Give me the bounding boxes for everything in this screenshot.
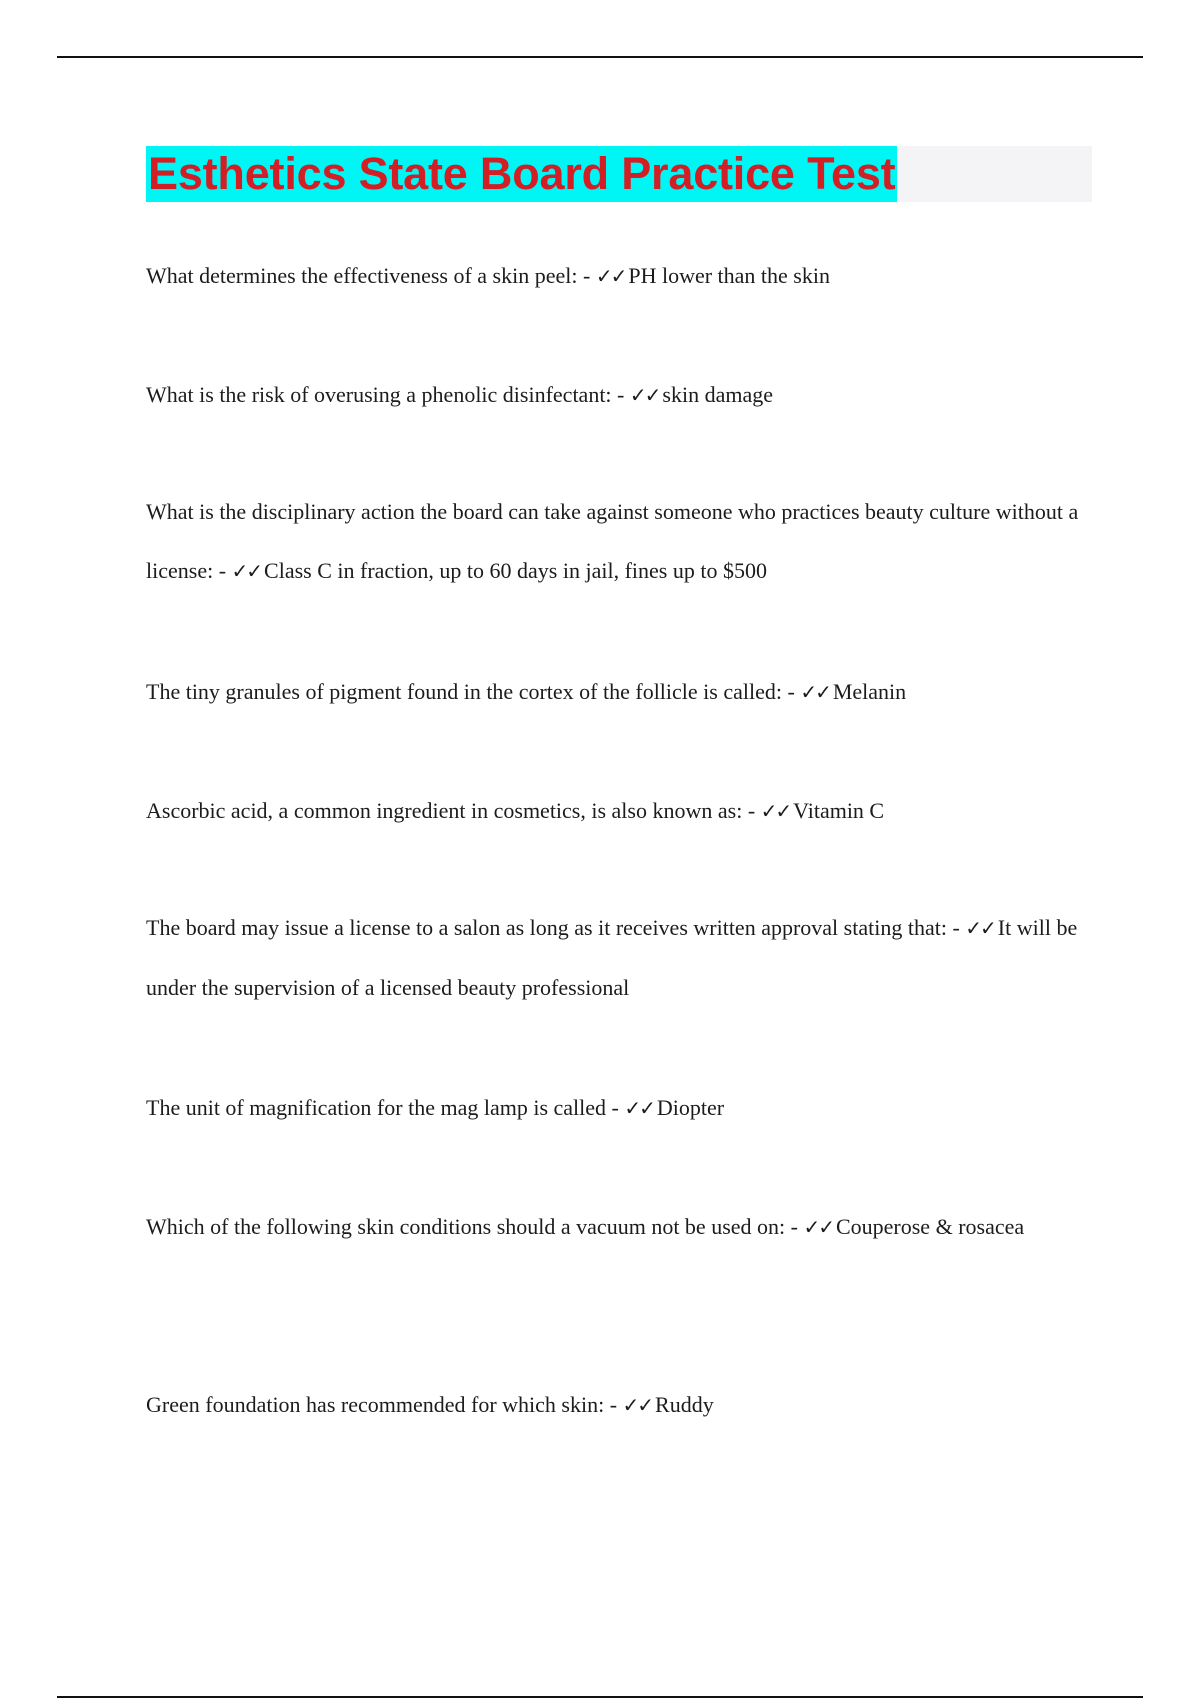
check-icon: ✓✓ xyxy=(800,680,830,704)
separator: - xyxy=(611,382,630,407)
check-icon: ✓✓ xyxy=(803,1215,833,1239)
check-icon: ✓✓ xyxy=(622,1393,653,1417)
question-text: Which of the following skin conditions should a vacuum not be used on: xyxy=(146,1214,786,1239)
separator: - xyxy=(946,915,966,940)
answer-text: Class C in fraction, up to 60 days in jail, fines up to $500 xyxy=(264,558,767,583)
answer-text: Diopter xyxy=(656,1095,725,1120)
answer-text: Vitamin C xyxy=(793,798,885,823)
qa-item xyxy=(146,1078,1086,1138)
question-text: Ascorbic acid, a common ingredient in cosmetics, is also known as: xyxy=(146,798,743,823)
check-icon: ✓✓ xyxy=(231,559,262,583)
check-icon: ✓✓ xyxy=(965,916,995,940)
answer-text: PH lower than the skin xyxy=(628,263,830,288)
answer-text: Couperose & rosacea xyxy=(835,1214,1025,1239)
separator: - xyxy=(742,798,761,823)
answer-text: skin damage xyxy=(662,382,773,407)
check-icon: ✓✓ xyxy=(760,799,791,823)
question-text: The tiny granules of pigment found in the cortex of the follicle is called: xyxy=(146,679,782,704)
question-text: Green foundation has recommended for which skin: xyxy=(146,1392,605,1417)
qa-item xyxy=(146,365,1086,425)
qa-item xyxy=(146,781,1086,841)
qa-item xyxy=(146,1197,1086,1257)
question-text: The unit of magnification for the mag lamp is called xyxy=(146,1095,607,1120)
separator: - xyxy=(785,1214,804,1239)
qa-item xyxy=(146,1375,1086,1435)
page-title: Esthetics State Board Practice Test xyxy=(146,146,897,202)
qa-item xyxy=(146,662,1086,722)
question-text: What determines the effectiveness of a skin peel: xyxy=(146,263,578,288)
separator: - xyxy=(577,263,596,288)
bottom-rule xyxy=(57,1696,1143,1698)
answer-text: Melanin xyxy=(832,679,907,704)
separator: - xyxy=(781,679,801,704)
separator: - xyxy=(213,558,232,583)
separator: - xyxy=(606,1095,625,1120)
question-text: What is the risk of overusing a phenolic disinfectant: xyxy=(146,382,612,407)
qa-item xyxy=(146,482,1086,601)
qa-item xyxy=(146,246,1086,306)
check-icon: ✓✓ xyxy=(595,264,626,288)
answer-text: It will be under the supervision of a licensed beauty professional xyxy=(146,915,1078,1000)
check-icon: ✓✓ xyxy=(629,383,660,407)
question-text: The board may issue a license to a salon as long as it receives written approval stating that: xyxy=(146,915,947,940)
separator: - xyxy=(604,1392,623,1417)
answer-text: Ruddy xyxy=(655,1392,714,1417)
check-icon: ✓✓ xyxy=(624,1096,654,1120)
qa-item xyxy=(146,898,1086,1017)
question-text: What is the disciplinary action the board can take against someone who practices beauty culture without a license: xyxy=(146,499,1079,583)
top-rule xyxy=(57,56,1143,58)
